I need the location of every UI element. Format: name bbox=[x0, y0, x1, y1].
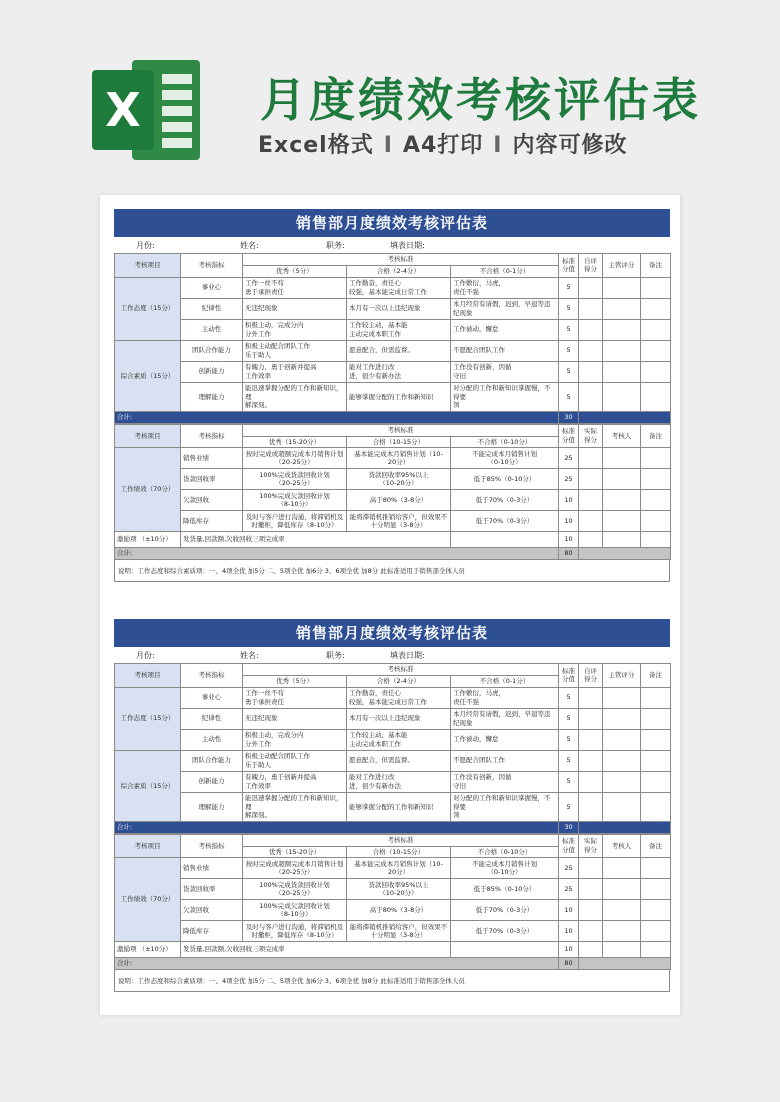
total-row: 合计: 30 bbox=[115, 412, 671, 424]
banner bbox=[0, 0, 780, 190]
table-row: 货款回收率 100%完成货款回收计划 （20-25分） 货款回收率95%以上 （10-20分） 低于85%（0-10分） 25 bbox=[115, 879, 671, 900]
table-row: 工作绩效（70分） 销售业绩 按时完成或超额完成本月销售计划 （20-25分） 基本能完成本月销售计划（10- 20分） 不能完成本月销售计划 （0-10分） 25 bbox=[115, 858, 671, 879]
position-label: 职务: bbox=[326, 651, 345, 660]
table-row: 创新能力 有魄力，勇于创新并提高 工作效率 能对工作进行改 进，很少有新办法 工作没有创新，因循 守旧 5 bbox=[115, 771, 671, 792]
table-row: 理解能力 能迅速掌握分配的工作和新知识，理 解深刻。 能够掌握分配的工作和新知识 对分配的工作和新知识掌握慢，不得要 领 5 bbox=[115, 792, 671, 821]
total-row: 合计: 80 bbox=[115, 958, 671, 970]
table-row: 工作绩效（70分） 销售业绩 按时完成或超额完成本月销售计划 （20-25分） 基本能完成本月销售计划（10- 20分） 不能完成本月销售计划 （0-10分） 25 bbox=[115, 448, 671, 469]
form-meta bbox=[114, 237, 670, 253]
document-page bbox=[100, 195, 680, 1015]
name-label: 姓名: bbox=[240, 241, 259, 250]
form-note: 说明：工作态度和综合素质项：一、4项全优 加5分 二、5项全优 加6分 3、6项全优 加8分 此标准适用于销售部全体人员 bbox=[114, 970, 670, 992]
excel-logo-icon bbox=[92, 60, 202, 160]
total-row: 合计: 30 bbox=[115, 822, 671, 834]
banner-subtitle: Excel格式 I A4打印 I 内容可修改 bbox=[258, 133, 628, 158]
table-row: 欠款回收 100%完成欠款回收计划 （8-10分） 高于80%（3-8分） 低于70%（0-3分） 10 bbox=[115, 490, 671, 511]
table-row: 综合素质（15分） 团队合作能力 积极主动配合团队工作 乐于助人 愿意配合，但需监督。 不愿配合团队工作 5 bbox=[115, 340, 671, 361]
date-label: 填表日期: bbox=[390, 651, 425, 660]
table-row: 主动性 积极主动，完成分内 分外工作 工作较主动，基本能 主动完成本职工作 工作被动，懈怠 5 bbox=[115, 729, 671, 750]
table-row: 纪律性 无违纪现象 本月有一次以上违纪现象 本月经常有请假，迟到，早退等违纪现象 5 bbox=[115, 708, 671, 729]
month-label: 月份: bbox=[136, 241, 155, 250]
name-label: 姓名: bbox=[240, 651, 259, 660]
performance-table: 考核项目 考核指标 考核标准 标准分值 实际得分 考核人 备注 优秀（15-20分） 合格（10-15分） 不合格（0-10分） 工作绩效（70分） 销售业绩 按时完成或超额完成本月销售计划 （20-25分） 基本能完成本月销售计划（10- 20分） 不能完成本月销售计划 （0-10分） 25 货款回收率 100%完成货款回收计划 （20-25分） 货款回收率95%以上 （10-20分） 低于85%（0-10分） 25 欠款回收 100%完成欠款回收计划 （8-10分） 高于80%（3-8分） 低于70%（0-3分） 10 降低库存 及时与客户进行沟通，将滞销机及 时撤柜，降低库存（8-10分） 能将滞销机推销给客户，但效果不 十分明显（3-8分） 低于70%（0-3分） 10 激励项 （±10分） 发货量,回款额,欠收回收三项完成率 10 合计: 80 bbox=[114, 424, 671, 560]
table-row: 降低库存 及时与客户进行沟通，将滞销机及 时撤柜，降低库存（8-10分） 能将滞销机推销给客户，但效果不 十分明显（3-8分） 低于70%（0-3分） 10 bbox=[115, 921, 671, 942]
table-row: 工作态度（15分） 事业心 工作一丝不苟 勇于承担责任 工作勤奋，责任心 较强，基本能完成日常工作 工作敷衍，马虎， 责任不强 5 bbox=[115, 687, 671, 708]
attitude-table: 考核项目 考核指标 考核标准 标准分值 自评得分 主管评分 备注 优秀（5分） 合格（2-4分） 不合格（0-1分） 工作态度（15分） 事业心 工作一丝不苟 勇于承担责任 工作勤奋，责任心 较强，基本能完成日常工作 工作敷衍，马虎， 责任不强 5 纪律性 无违纪现象 本月有一次以上违纪现象 本月经常有请假，迟到，早退等违纪现象 5 主动性 积极主动，完成分内 分外工作 工作较主动，基本能 主动完成本职工作 工作被动，懈怠 5 综合素质（15分） 团队合作能力 积极主动配合团队工作 乐于助人 愿意配合，但需监督。 不愿配合团队工作 5 创新能力 有魄力，勇于创新并提高 工作效率 能对工作进行改 进，很少有新办法 工作没有创新，因循 守旧 5 理解能力 能迅速掌握分配的工作和新知识，理 解深刻。 能够掌握分配的工作和新知识 对分配的工作和新知识掌握慢，不得要 领 5 合计: 30 bbox=[114, 663, 671, 834]
table-row: 主动性 积极主动，完成分内 分外工作 工作较主动，基本能 主动完成本职工作 工作被动，懈怠 5 bbox=[115, 319, 671, 340]
bonus-row: 激励项 （±10分） 发货量,回款额,欠收回收三项完成率 10 bbox=[115, 942, 671, 958]
position-label: 职务: bbox=[326, 241, 345, 250]
subtitle-print: A4打印 bbox=[402, 133, 484, 158]
table-row: 工作态度（15分） 事业心 工作一丝不苟 勇于承担责任 工作勤奋，责任心 较强，基本能完成日常工作 工作敷衍，马虎， 责任不强 5 bbox=[115, 277, 671, 298]
subtitle-editable: 内容可修改 bbox=[512, 133, 628, 158]
evaluation-form-1 bbox=[114, 209, 670, 582]
form-meta bbox=[114, 647, 670, 663]
form-note: 说明：工作态度和综合素质项：一、4项全优 加5分 二、5项全优 加6分 3、6项全优 加8分 此标准适用于销售部全体人员 bbox=[114, 560, 670, 582]
subtitle-format: Excel格式 bbox=[258, 133, 374, 158]
table-row: 创新能力 有魄力，勇于创新并提高 工作效率 能对工作进行改 进，很少有新办法 工作没有创新，因循 守旧 5 bbox=[115, 361, 671, 382]
table-row: 货款回收率 100%完成货款回收计划 （20-25分） 货款回收率95%以上 （10-20分） 低于85%（0-10分） 25 bbox=[115, 469, 671, 490]
excel-x-letter: X bbox=[92, 70, 154, 150]
table-row: 欠款回收 100%完成欠款回收计划 （8-10分） 高于80%（3-8分） 低于70%（0-3分） 10 bbox=[115, 900, 671, 921]
form-title: 销售部月度绩效考核评估表 bbox=[114, 209, 670, 237]
table-row: 纪律性 无违纪现象 本月有一次以上违纪现象 本月经常有请假，迟到，早退等违纪现象 5 bbox=[115, 298, 671, 319]
banner-title: 月度绩效考核评估表 bbox=[260, 73, 701, 127]
performance-table: 考核项目 考核指标 考核标准 标准分值 实际得分 考核人 备注 优秀（15-20分） 合格（10-15分） 不合格（0-10分） 工作绩效（70分） 销售业绩 按时完成或超额完成本月销售计划 （20-25分） 基本能完成本月销售计划（10- 20分） 不能完成本月销售计划 （0-10分） 25 货款回收率 100%完成货款回收计划 （20-25分） 货款回收率95%以上 （10-20分） 低于85%（0-10分） 25 欠款回收 100%完成欠款回收计划 （8-10分） 高于80%（3-8分） 低于70%（0-3分） 10 降低库存 及时与客户进行沟通，将滞销机及 时撤柜，降低库存（8-10分） 能将滞销机推销给客户，但效果不 十分明显（3-8分） 低于70%（0-3分） 10 激励项 （±10分） 发货量,回款额,欠收回收三项完成率 10 合计: 80 bbox=[114, 834, 671, 970]
bonus-row: 激励项 （±10分） 发货量,回款额,欠收回收三项完成率 10 bbox=[115, 532, 671, 548]
evaluation-form-2 bbox=[114, 619, 670, 992]
table-row: 理解能力 能迅速掌握分配的工作和新知识，理 解深刻。 能够掌握分配的工作和新知识 对分配的工作和新知识掌握慢，不得要 领 5 bbox=[115, 382, 671, 411]
table-row: 综合素质（15分） 团队合作能力 积极主动配合团队工作 乐于助人 愿意配合，但需监督。 不愿配合团队工作 5 bbox=[115, 750, 671, 771]
date-label: 填表日期: bbox=[390, 241, 425, 250]
table-row: 降低库存 及时与客户进行沟通，将滞销机及 时撤柜，降低库存（8-10分） 能将滞销机推销给客户，但效果不 十分明显（3-8分） 低于70%（0-3分） 10 bbox=[115, 511, 671, 532]
total-row: 合计: 80 bbox=[115, 548, 671, 560]
form-title: 销售部月度绩效考核评估表 bbox=[114, 619, 670, 647]
attitude-table: 考核项目 考核指标 考核标准 标准分值 自评得分 主管评分 备注 优秀（5分） 合格（2-4分） 不合格（0-1分） 工作态度（15分） 事业心 工作一丝不苟 勇于承担责任 工作勤奋，责任心 较强，基本能完成日常工作 工作敷衍，马虎， 责任不强 5 纪律性 无违纪现象 本月有一次以上违纪现象 本月经常有请假，迟到，早退等违纪现象 5 主动性 积极主动，完成分内 分外工作 工作较主动，基本能 主动完成本职工作 工作被动，懈怠 5 综合素质（15分） 团队合作能力 积极主动配合团队工作 乐于助人 愿意配合，但需监督。 不愿配合团队工作 5 创新能力 有魄力，勇于创新并提高 工作效率 能对工作进行改 进，很少有新办法 工作没有创新，因循 守旧 5 理解能力 能迅速掌握分配的工作和新知识，理 解深刻。 能够掌握分配的工作和新知识 对分配的工作和新知识掌握慢，不得要 领 5 合计: 30 bbox=[114, 253, 671, 424]
month-label: 月份: bbox=[136, 651, 155, 660]
